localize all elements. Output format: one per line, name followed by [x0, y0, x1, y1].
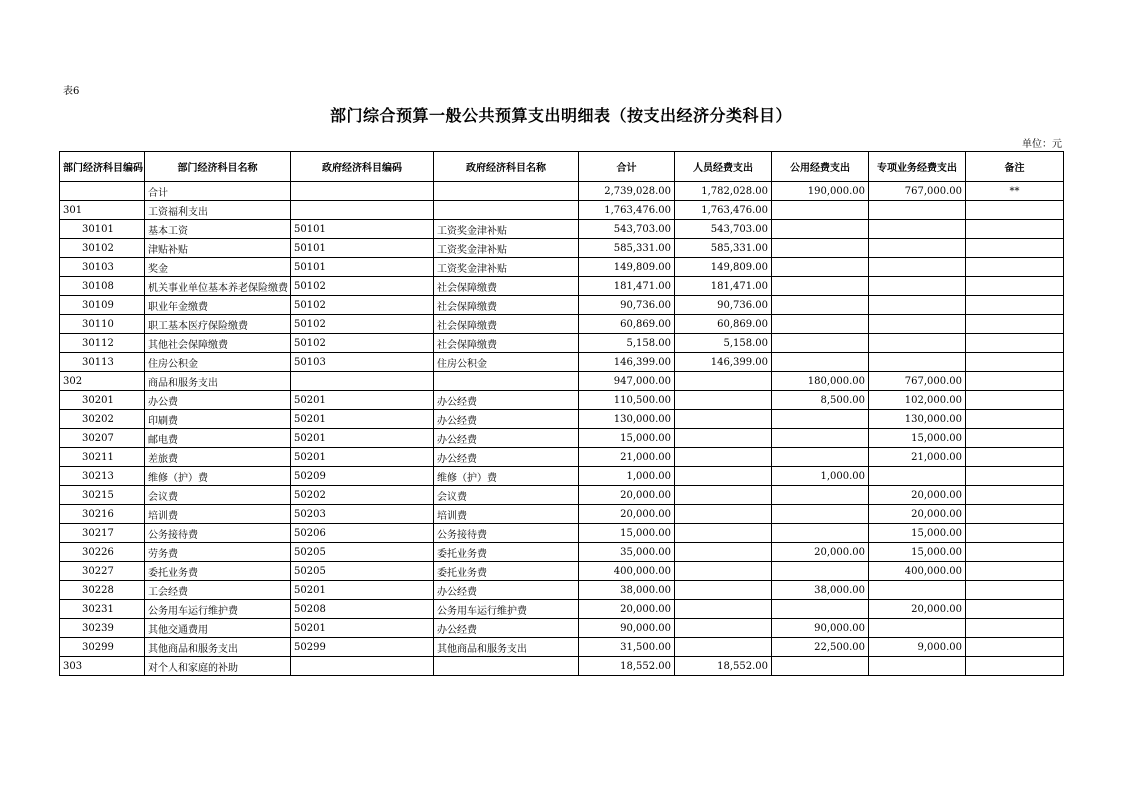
cell-gov-code: 50208 [291, 600, 434, 619]
cell-special: 767,000.00 [869, 372, 966, 391]
cell-note [966, 315, 1064, 334]
cell-gov-name: 办公经费 [434, 448, 579, 467]
cell-gov-name: 公务接待费 [434, 524, 579, 543]
cell-total: 20,000.00 [579, 486, 675, 505]
cell-gov-code: 50102 [291, 315, 434, 334]
cell-gov-name: 公务用车运行维护费 [434, 600, 579, 619]
table-row [60, 638, 1064, 657]
cell-gov-name: 社会保障缴费 [434, 277, 579, 296]
table-row [60, 391, 1064, 410]
cell-public [772, 277, 869, 296]
cell-total: 90,000.00 [579, 619, 675, 638]
cell-personnel [675, 543, 772, 562]
cell-gov-code: 50205 [291, 543, 434, 562]
cell-dept-code: 30112 [60, 334, 145, 353]
cell-gov-name: 工资奖金津补贴 [434, 239, 579, 258]
cell-dept-code: 30231 [60, 600, 145, 619]
cell-public [772, 239, 869, 258]
cell-gov-name [434, 372, 579, 391]
cell-public: 180,000.00 [772, 372, 869, 391]
cell-total: 1,763,476.00 [579, 201, 675, 220]
cell-special: 130,000.00 [869, 410, 966, 429]
cell-total: 90,736.00 [579, 296, 675, 315]
cell-gov-name: 培训费 [434, 505, 579, 524]
cell-dept-name: 奖金 [145, 258, 291, 277]
cell-dept-code: 30227 [60, 562, 145, 581]
cell-dept-name: 会议费 [145, 486, 291, 505]
cell-dept-name: 商品和服务支出 [145, 372, 291, 391]
cell-total: 21,000.00 [579, 448, 675, 467]
cell-public: 20,000.00 [772, 543, 869, 562]
cell-personnel [675, 562, 772, 581]
cell-note [966, 334, 1064, 353]
header-special: 专项业务经费支出 [869, 152, 966, 182]
table-row [60, 619, 1064, 638]
cell-gov-name: 委托业务费 [434, 562, 579, 581]
cell-personnel [675, 524, 772, 543]
table-row [60, 657, 1064, 676]
header-row [60, 152, 1064, 182]
cell-note [966, 562, 1064, 581]
cell-note [966, 391, 1064, 410]
cell-special: 21,000.00 [869, 448, 966, 467]
cell-public [772, 220, 869, 239]
cell-gov-code: 50205 [291, 562, 434, 581]
cell-dept-name: 对个人和家庭的补助 [145, 657, 291, 676]
cell-note [966, 353, 1064, 372]
cell-gov-name: 办公经费 [434, 581, 579, 600]
cell-gov-code: 50201 [291, 619, 434, 638]
cell-dept-code: 30108 [60, 277, 145, 296]
cell-public: 22,500.00 [772, 638, 869, 657]
table-row [60, 467, 1064, 486]
cell-gov-name: 其他商品和服务支出 [434, 638, 579, 657]
table-row [60, 201, 1064, 220]
cell-special [869, 334, 966, 353]
cell-dept-code: 30215 [60, 486, 145, 505]
cell-gov-name: 住房公积金 [434, 353, 579, 372]
cell-note [966, 467, 1064, 486]
table-row [60, 429, 1064, 448]
cell-public: 1,000.00 [772, 467, 869, 486]
cell-gov-name: 委托业务费 [434, 543, 579, 562]
table-row [60, 372, 1064, 391]
cell-special: 15,000.00 [869, 543, 966, 562]
cell-note [966, 448, 1064, 467]
cell-gov-code [291, 372, 434, 391]
cell-note [966, 296, 1064, 315]
header-note: 备注 [966, 152, 1064, 182]
cell-dept-name: 劳务费 [145, 543, 291, 562]
cell-personnel [675, 467, 772, 486]
cell-gov-code: 50102 [291, 334, 434, 353]
cell-personnel [675, 581, 772, 600]
cell-dept-code: 303 [60, 657, 145, 676]
cell-public [772, 486, 869, 505]
cell-public [772, 201, 869, 220]
table-row [60, 562, 1064, 581]
cell-personnel [675, 391, 772, 410]
cell-gov-code: 50103 [291, 353, 434, 372]
cell-total: 60,869.00 [579, 315, 675, 334]
cell-special [869, 258, 966, 277]
cell-special: 20,000.00 [869, 505, 966, 524]
cell-gov-code: 50101 [291, 220, 434, 239]
cell-note [966, 372, 1064, 391]
cell-special [869, 239, 966, 258]
cell-dept-code: 30217 [60, 524, 145, 543]
cell-special: 20,000.00 [869, 600, 966, 619]
cell-dept-name: 办公费 [145, 391, 291, 410]
cell-gov-name: 社会保障缴费 [434, 315, 579, 334]
header-dept-name: 部门经济科目名称 [145, 152, 291, 182]
cell-note [966, 657, 1064, 676]
cell-dept-code: 30226 [60, 543, 145, 562]
cell-personnel: 1,782,028.00 [675, 182, 772, 201]
cell-total: 400,000.00 [579, 562, 675, 581]
header-personnel: 人员经费支出 [675, 152, 772, 182]
table-body [60, 182, 1064, 676]
cell-dept-code: 30216 [60, 505, 145, 524]
cell-total: 38,000.00 [579, 581, 675, 600]
cell-gov-code: 50101 [291, 239, 434, 258]
cell-personnel: 60,869.00 [675, 315, 772, 334]
cell-gov-code: 50201 [291, 410, 434, 429]
cell-dept-code: 30201 [60, 391, 145, 410]
table-row [60, 524, 1064, 543]
table-row [60, 277, 1064, 296]
cell-note [966, 220, 1064, 239]
header-public: 公用经费支出 [772, 152, 869, 182]
cell-note [966, 600, 1064, 619]
cell-dept-code: 30110 [60, 315, 145, 334]
cell-special [869, 619, 966, 638]
table-row [60, 600, 1064, 619]
cell-gov-name: 社会保障缴费 [434, 296, 579, 315]
cell-public [772, 296, 869, 315]
cell-personnel: 90,736.00 [675, 296, 772, 315]
cell-dept-name: 公务接待费 [145, 524, 291, 543]
cell-personnel: 181,471.00 [675, 277, 772, 296]
cell-public: 190,000.00 [772, 182, 869, 201]
cell-dept-name: 维修（护）费 [145, 467, 291, 486]
cell-gov-name: 办公经费 [434, 619, 579, 638]
cell-personnel: 1,763,476.00 [675, 201, 772, 220]
cell-dept-name: 职工基本医疗保险缴费 [145, 315, 291, 334]
cell-dept-code: 30113 [60, 353, 145, 372]
cell-public [772, 258, 869, 277]
budget-table [59, 151, 1064, 676]
cell-special [869, 201, 966, 220]
cell-special [869, 657, 966, 676]
cell-gov-name: 工资奖金津补贴 [434, 258, 579, 277]
header-gov-code: 政府经济科目编码 [291, 152, 434, 182]
cell-note [966, 638, 1064, 657]
header-gov-name: 政府经济科目名称 [434, 152, 579, 182]
cell-total: 35,000.00 [579, 543, 675, 562]
cell-total: 181,471.00 [579, 277, 675, 296]
cell-note [966, 524, 1064, 543]
table-row [60, 353, 1064, 372]
cell-dept-code: 30207 [60, 429, 145, 448]
cell-note [966, 258, 1064, 277]
cell-gov-code: 50102 [291, 296, 434, 315]
cell-total: 947,000.00 [579, 372, 675, 391]
cell-special: 9,000.00 [869, 638, 966, 657]
cell-total: 18,552.00 [579, 657, 675, 676]
table-row [60, 448, 1064, 467]
cell-personnel [675, 600, 772, 619]
cell-dept-code: 30239 [60, 619, 145, 638]
cell-personnel: 5,158.00 [675, 334, 772, 353]
cell-dept-name: 工资福利支出 [145, 201, 291, 220]
cell-dept-code: 30102 [60, 239, 145, 258]
cell-personnel [675, 619, 772, 638]
cell-public [772, 448, 869, 467]
cell-gov-code: 50201 [291, 429, 434, 448]
cell-special [869, 467, 966, 486]
cell-note: ** [966, 182, 1064, 201]
table-row [60, 543, 1064, 562]
cell-personnel [675, 410, 772, 429]
table-number: 表6 [63, 86, 80, 97]
cell-special [869, 277, 966, 296]
cell-dept-name: 其他交通费用 [145, 619, 291, 638]
page-title: 部门综合预算一般公共预算支出明细表（按支出经济分类科目） [329, 106, 792, 125]
cell-personnel [675, 638, 772, 657]
table-row [60, 334, 1064, 353]
cell-total: 130,000.00 [579, 410, 675, 429]
cell-dept-name: 差旅费 [145, 448, 291, 467]
cell-public [772, 524, 869, 543]
cell-note [966, 239, 1064, 258]
cell-dept-code: 30101 [60, 220, 145, 239]
cell-personnel: 149,809.00 [675, 258, 772, 277]
cell-total: 149,809.00 [579, 258, 675, 277]
cell-note [966, 619, 1064, 638]
cell-gov-code: 50201 [291, 448, 434, 467]
cell-personnel: 585,331.00 [675, 239, 772, 258]
header-dept-code: 部门经济科目编码 [60, 152, 145, 182]
cell-total: 146,399.00 [579, 353, 675, 372]
cell-public [772, 410, 869, 429]
cell-gov-name: 办公经费 [434, 429, 579, 448]
cell-total: 110,500.00 [579, 391, 675, 410]
cell-personnel [675, 429, 772, 448]
table-row [60, 296, 1064, 315]
cell-dept-name: 印刷费 [145, 410, 291, 429]
unit-label: 单位：元 [1022, 139, 1062, 150]
cell-dept-name: 住房公积金 [145, 353, 291, 372]
cell-gov-code: 50299 [291, 638, 434, 657]
cell-gov-name: 会议费 [434, 486, 579, 505]
cell-dept-name: 合计 [145, 182, 291, 201]
cell-note [966, 429, 1064, 448]
cell-special: 15,000.00 [869, 524, 966, 543]
cell-gov-name: 社会保障缴费 [434, 334, 579, 353]
cell-public [772, 657, 869, 676]
cell-gov-name: 维修（护）费 [434, 467, 579, 486]
cell-dept-name: 其他社会保障缴费 [145, 334, 291, 353]
cell-dept-code: 30213 [60, 467, 145, 486]
cell-gov-name [434, 201, 579, 220]
cell-personnel: 18,552.00 [675, 657, 772, 676]
cell-total: 15,000.00 [579, 524, 675, 543]
cell-gov-code: 50102 [291, 277, 434, 296]
table-row [60, 581, 1064, 600]
cell-dept-name: 职业年金缴费 [145, 296, 291, 315]
cell-gov-name: 工资奖金津补贴 [434, 220, 579, 239]
cell-note [966, 486, 1064, 505]
cell-gov-code: 50206 [291, 524, 434, 543]
cell-total: 5,158.00 [579, 334, 675, 353]
cell-personnel [675, 448, 772, 467]
cell-special: 767,000.00 [869, 182, 966, 201]
cell-personnel: 543,703.00 [675, 220, 772, 239]
cell-special [869, 296, 966, 315]
cell-dept-name: 委托业务费 [145, 562, 291, 581]
cell-gov-name [434, 657, 579, 676]
cell-special [869, 220, 966, 239]
table-row [60, 220, 1064, 239]
cell-public [772, 315, 869, 334]
cell-gov-name: 办公经费 [434, 410, 579, 429]
cell-gov-code [291, 201, 434, 220]
table-row [60, 486, 1064, 505]
cell-dept-name: 公务用车运行维护费 [145, 600, 291, 619]
cell-public [772, 429, 869, 448]
cell-special: 102,000.00 [869, 391, 966, 410]
header-total: 合计 [579, 152, 675, 182]
table-row [60, 258, 1064, 277]
table-row [60, 410, 1064, 429]
cell-dept-code: 30299 [60, 638, 145, 657]
cell-personnel [675, 505, 772, 524]
cell-dept-name: 其他商品和服务支出 [145, 638, 291, 657]
cell-dept-code [60, 182, 145, 201]
cell-dept-name: 邮电费 [145, 429, 291, 448]
cell-special: 20,000.00 [869, 486, 966, 505]
cell-dept-code: 301 [60, 201, 145, 220]
cell-personnel [675, 372, 772, 391]
cell-total: 15,000.00 [579, 429, 675, 448]
cell-note [966, 277, 1064, 296]
cell-dept-code: 30103 [60, 258, 145, 277]
cell-dept-name: 机关事业单位基本养老保险缴费 [145, 277, 291, 296]
cell-total: 20,000.00 [579, 600, 675, 619]
cell-gov-code [291, 182, 434, 201]
cell-public [772, 334, 869, 353]
cell-gov-code: 50209 [291, 467, 434, 486]
cell-public [772, 505, 869, 524]
cell-special: 400,000.00 [869, 562, 966, 581]
cell-public [772, 562, 869, 581]
cell-special [869, 353, 966, 372]
cell-dept-name: 津贴补贴 [145, 239, 291, 258]
cell-dept-code: 30228 [60, 581, 145, 600]
cell-gov-code: 50101 [291, 258, 434, 277]
cell-personnel [675, 486, 772, 505]
cell-dept-name: 培训费 [145, 505, 291, 524]
cell-dept-code: 302 [60, 372, 145, 391]
cell-total: 585,331.00 [579, 239, 675, 258]
cell-dept-name: 工会经费 [145, 581, 291, 600]
cell-note [966, 410, 1064, 429]
cell-special: 15,000.00 [869, 429, 966, 448]
cell-special [869, 315, 966, 334]
cell-note [966, 201, 1064, 220]
cell-note [966, 543, 1064, 562]
cell-gov-code: 50202 [291, 486, 434, 505]
table-row [60, 239, 1064, 258]
cell-special [869, 581, 966, 600]
cell-gov-code [291, 657, 434, 676]
cell-total: 20,000.00 [579, 505, 675, 524]
cell-dept-code: 30202 [60, 410, 145, 429]
cell-gov-code: 50201 [291, 391, 434, 410]
cell-total: 1,000.00 [579, 467, 675, 486]
table-row [60, 505, 1064, 524]
cell-gov-name [434, 182, 579, 201]
cell-note [966, 505, 1064, 524]
cell-public: 38,000.00 [772, 581, 869, 600]
cell-public: 8,500.00 [772, 391, 869, 410]
cell-dept-code: 30211 [60, 448, 145, 467]
cell-public: 90,000.00 [772, 619, 869, 638]
cell-gov-code: 50201 [291, 581, 434, 600]
cell-public [772, 353, 869, 372]
cell-total: 31,500.00 [579, 638, 675, 657]
cell-gov-name: 办公经费 [434, 391, 579, 410]
cell-personnel: 146,399.00 [675, 353, 772, 372]
cell-note [966, 581, 1064, 600]
table-row [60, 315, 1064, 334]
cell-total: 543,703.00 [579, 220, 675, 239]
cell-public [772, 600, 869, 619]
cell-gov-code: 50203 [291, 505, 434, 524]
cell-dept-name: 基本工资 [145, 220, 291, 239]
table-row [60, 182, 1064, 201]
cell-total: 2,739,028.00 [579, 182, 675, 201]
cell-dept-code: 30109 [60, 296, 145, 315]
